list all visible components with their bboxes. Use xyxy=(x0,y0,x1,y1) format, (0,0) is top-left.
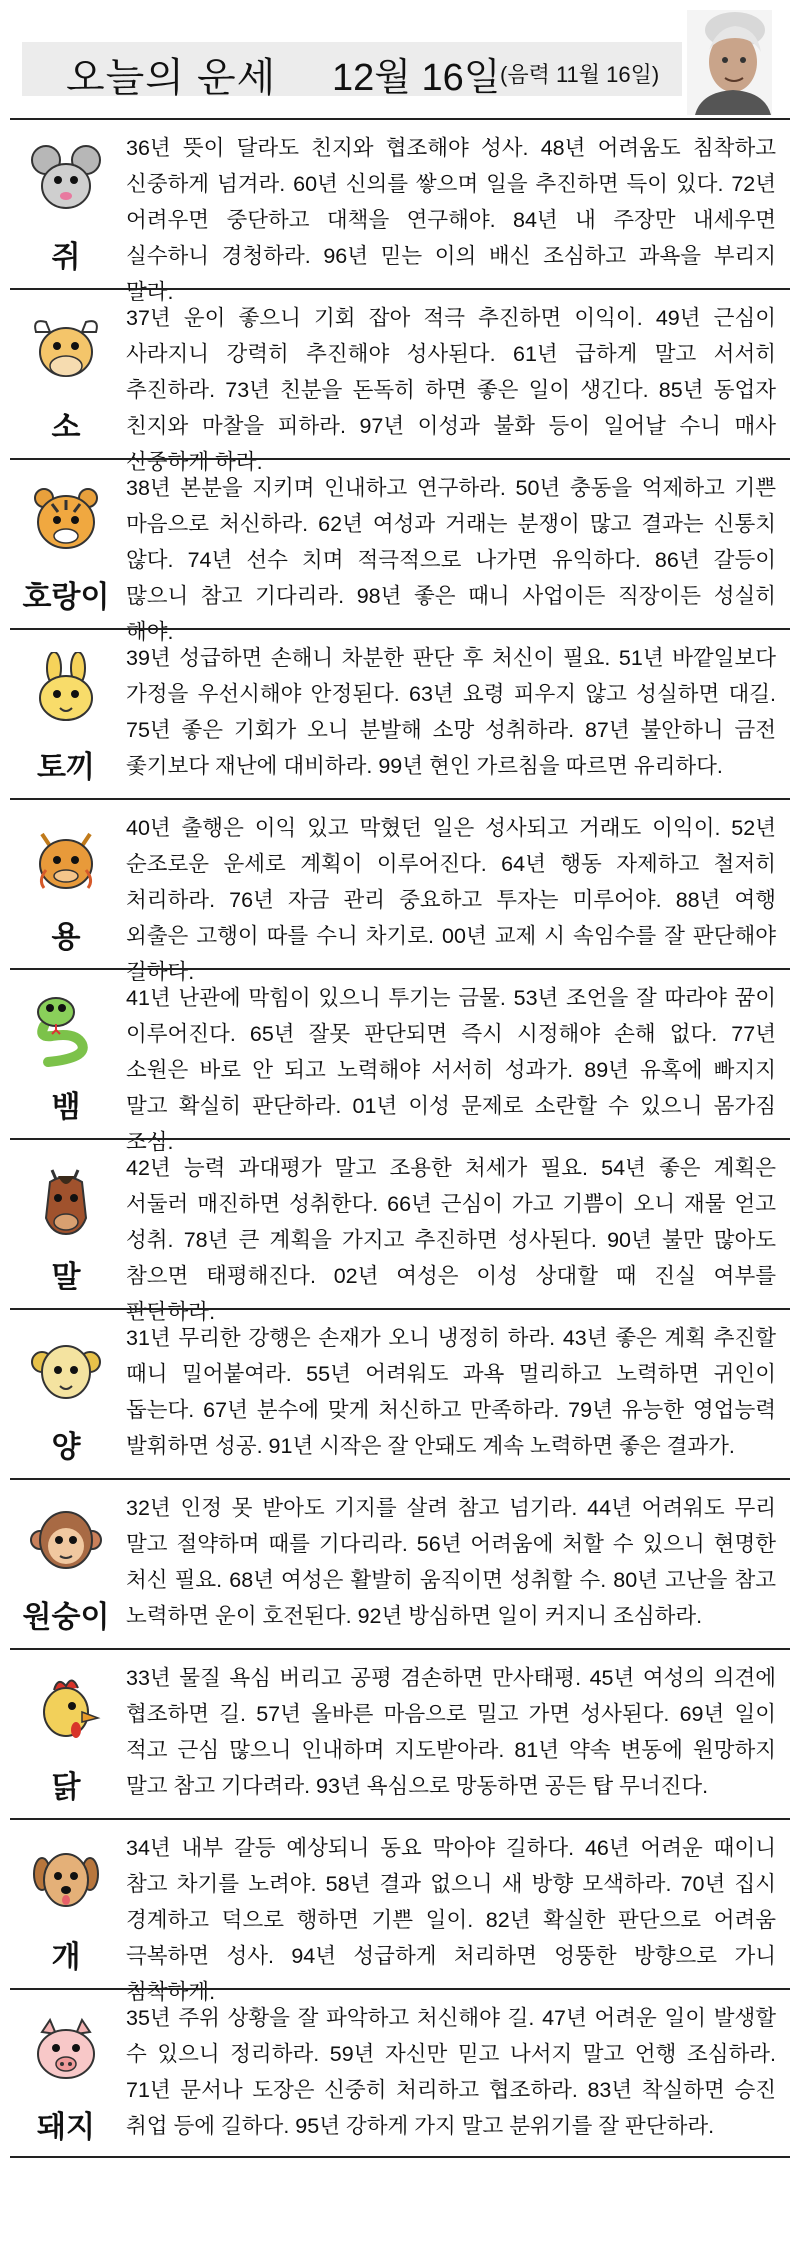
pig-icon xyxy=(28,2012,104,2088)
zodiac-icon-cell xyxy=(10,290,122,458)
zodiac-row-dog xyxy=(10,1818,790,2004)
sign-name: 돼지 xyxy=(37,2111,95,2144)
page-title: 오늘의 운세 xyxy=(66,56,277,100)
zodiac-icon-cell xyxy=(10,1820,122,1988)
zodiac-row-snake xyxy=(10,968,790,1154)
zodiac-icon-cell xyxy=(10,1310,122,1478)
fortune-text: 32년 인정 못 받아도 기지를 살려 참고 넘기라. 44년 어려워도 무리 말고 절약하며 때를 기다리라. 56년 어려움에 처할 수 있으니 현명한 처신 필요. 68년 여성은 활발히 움직이면 성취할 수. 80년 고난을 참고 노력하면 운이 호전된다. 92년 방심하면 일이 커지니 조심하라. xyxy=(126,1496,776,1628)
fortune-text: 38년 본분을 지키며 인내하고 연구하라. 50년 충동을 억제하고 기쁜 마음으로 처신하라. 62년 여성과 거래는 분쟁이 많고 결과는 신통치 않다. 74년 선수 치며 적극적으로 나가면 유익하다. 86년 갈등이 많으니 참고 기다리라. 98년 좋은 때니 사업이든 직장이든 성실히 해야. xyxy=(126,476,776,644)
zodiac-icon-cell xyxy=(10,1140,122,1308)
zodiac-icon-cell xyxy=(10,460,122,628)
fortune-text: 35년 주위 상황을 잘 파악하고 처신해야 길. 47년 어려운 일이 발생할 수 있으니 정리하라. 59년 자신만 믿고 나서지 말고 언행 조심하라. 71년 문서나 도장은 신중히 처리하고 협조하라. 83년 착실하면 승진 취업 등에 길하다. 95년 강하게 가지 말고 분위기를 잘 판단하라. xyxy=(126,2006,776,2138)
sign-name: 토끼 xyxy=(37,751,95,784)
zodiac-icon-cell xyxy=(10,630,122,798)
tiger-icon xyxy=(28,482,104,558)
zodiac-row-rabbit xyxy=(10,628,790,798)
sign-name: 원숭이 xyxy=(22,1601,110,1634)
sign-name: 양 xyxy=(51,1431,81,1464)
snake-icon xyxy=(28,992,104,1068)
dog-icon xyxy=(28,1842,104,1918)
sign-name: 용 xyxy=(51,921,81,954)
sign-name: 닭 xyxy=(51,1771,81,1804)
zodiac-icon-cell xyxy=(10,1480,122,1648)
zodiac-fortune-list xyxy=(10,118,790,2158)
zodiac-row-rat xyxy=(10,118,790,304)
fortune-text: 37년 운이 좋으니 기회 잡아 적극 추진하면 이익이. 49년 근심이 사라지니 강력히 추진해야 성사된다. 61년 급하게 말고 서서히 추진하라. 73년 친분을 돈독히 하면 좋은 일이 생긴다. 85년 동업자 친지와 마찰을 피하라. 97년 이성과 불화 등이 일어날 수니 매사 신중하게 하라. xyxy=(126,306,776,474)
zodiac-icon-cell xyxy=(10,1990,122,2158)
rat-icon xyxy=(28,142,104,218)
rabbit-icon xyxy=(28,652,104,728)
sheep-icon xyxy=(28,1332,104,1408)
fortune-text: 33년 물질 욕심 버리고 공평 겸손하면 만사태평. 45년 여성의 의견에 협조하면 길. 57년 올바른 마음으로 밀고 가면 성사된다. 69년 일이 적고 근심 많으니 인내하며 지도받아라. 81년 약속 변동에 원망하지 말고 참고 기다려라. 93년 욕심으로 망동하면 공든 탑 무너진다. xyxy=(126,1666,776,1798)
sign-name: 쥐 xyxy=(51,241,81,274)
rooster-icon xyxy=(28,1672,104,1748)
fortune-text: 31년 무리한 강행은 손재가 오니 냉정히 하라. 43년 좋은 계획 추진할 때니 밀어붙여라. 55년 어려워도 과욕 멀리하고 노력하면 귀인이 돕는다. 67년 분수에 맞게 처신하고 만족하라. 79년 유능한 영업능력 발휘하면 성공. 91년 시작은 잘 안돼도 계속 노력하면 좋은 결과가. xyxy=(126,1326,776,1458)
dragon-icon xyxy=(28,822,104,898)
fortune-text: 39년 성급하면 손해니 차분한 판단 후 처신이 필요. 51년 바깥일보다 가정을 우선시해야 안정된다. 63년 요령 피우지 않고 성실하면 대길. 75년 좋은 기회가 오니 분발해 소망 성취하라. 87년 불안하니 금전 좇기보다 재난에 대비하라. 99년 현인 가르침을 따르면 유리하다. xyxy=(126,646,776,778)
fortune-text: 42년 능력 과대평가 말고 조용한 처세가 필요. 54년 좋은 계획은 서둘러 매진하면 성취한다. 66년 근심이 가고 기쁨이 오니 재물 얻고 성취. 78년 큰 계획을 가지고 추진하면 성사된다. 90년 불만 많아도 참으면 태평해진다. 02년 여성은 이성 상대할 때 진실 여부를 판단하라. xyxy=(126,1156,776,1324)
zodiac-icon-cell xyxy=(10,1650,122,1818)
solar-date: 12월 16일 xyxy=(332,57,501,99)
zodiac-row-tiger xyxy=(10,458,790,644)
fortune-text: 40년 출행은 이익 있고 막혔던 일은 성사되고 거래도 이익이. 52년 순조로운 운세로 계획이 이루어진다. 64년 행동 자제하고 철저히 처리하라. 76년 자금 관리 중요하고 투자는 미루어야. 88년 여행 외출은 고행이 따를 수니 차기로. 00년 교제 시 속임수를 잘 판단해야 길하다. xyxy=(126,816,776,984)
sign-name: 호랑이 xyxy=(22,581,110,614)
sign-name: 소 xyxy=(51,411,81,444)
fortune-text: 36년 뜻이 달라도 친지와 협조해야 성사. 48년 어려움도 침착하고 신중하게 넘겨라. 60년 신의를 쌓으며 일을 추진하면 득이 있다. 72년 어려우면 중단하고 대책을 연구해야. 84년 내 주장만 내세우면 실수하니 경청하라. 96년 믿는 이의 배신 조심하고 과욕을 부리지 말라. xyxy=(126,136,776,304)
zodiac-icon-cell xyxy=(10,800,122,968)
fortune-text: 41년 난관에 막힘이 있으니 투기는 금물. 53년 조언을 잘 따라야 꿈이 이루어진다. 65년 잘못 판단되면 즉시 시정해야 손해 없다. 77년 소원은 바로 안 되고 노력해야 서서히 성과가. 89년 유혹에 빠지지 말고 확실히 판단하라. 01년 이성 문제로 소란할 수 있으니 몸가짐 조심. xyxy=(126,986,776,1154)
zodiac-row-monkey xyxy=(10,1478,790,1648)
sign-name: 개 xyxy=(51,1941,81,1974)
sign-name: 뱀 xyxy=(51,1091,81,1124)
sign-name: 말 xyxy=(51,1261,81,1294)
author-portrait-icon xyxy=(687,10,772,115)
monkey-icon xyxy=(28,1502,104,1578)
zodiac-row-ox xyxy=(10,288,790,474)
fortune-header xyxy=(22,10,767,118)
fortune-text: 34년 내부 갈등 예상되니 동요 막아야 길하다. 46년 어려운 때이니 참고 차기를 노려야. 58년 결과 없으니 새 방향 모색하라. 70년 집시 경계하고 덕으로 행하면 기쁜 일이. 82년 확실한 판단으로 어려움 극복하면 성사. 94년 성급하게 처리하면 엉뚱한 방향으로 가니 침착하게. xyxy=(126,1836,776,2004)
zodiac-row-pig xyxy=(10,1988,790,2158)
zodiac-icon-cell xyxy=(10,970,122,1138)
zodiac-row-rooster xyxy=(10,1648,790,1818)
zodiac-row-dragon xyxy=(10,798,790,984)
horse-icon xyxy=(28,1162,104,1238)
zodiac-icon-cell xyxy=(10,120,122,288)
lunar-date: (음력 11월 16일) xyxy=(500,62,660,87)
zodiac-row-horse xyxy=(10,1138,790,1324)
ox-icon xyxy=(28,312,104,388)
zodiac-row-sheep xyxy=(10,1308,790,1478)
